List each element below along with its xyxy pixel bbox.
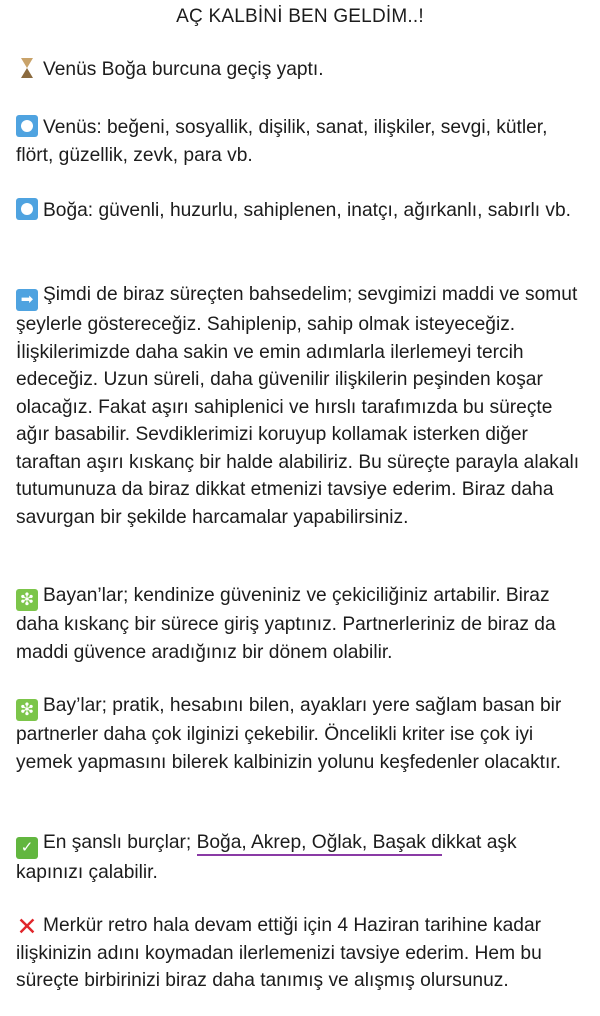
white-circle-icon <box>16 198 38 220</box>
cross-mark-icon: ✕ <box>16 913 38 941</box>
paragraph-venus-meaning <box>16 114 588 169</box>
paragraph-text: Bayan’lar; kendinize güveniniz ve çekiciliğiniz artabilir. Biraz daha kıskanç bir sürece giriş yaptınız. Partnerleriniz de biraz da maddi güvence aradığınız bir dönem olabilir. <box>16 585 556 663</box>
sparkle-icon: ❇ <box>16 699 38 721</box>
paragraph-lucky-signs <box>16 829 588 887</box>
paragraph-text: Venüs: beğeni, sosyallik, dişilik, sanat, ilişkiler, sevgi, kütler, flört, güzellik, zevk, para vb. <box>16 117 548 166</box>
sparkle-icon: ❇ <box>16 589 38 611</box>
paragraph-taurus-meaning <box>16 197 588 225</box>
page-title: AÇ KALBİNİ BEN GELDİM..! <box>176 6 424 27</box>
paragraph-men <box>16 692 588 776</box>
paragraph-text: Merkür retro hala devam ettiği için 4 Haziran tarihine kadar ilişkinizin adını koymadan ilerlemenizi tavsiye ederim. Hem bu süreçte birbirinizi biraz daha tanımış ve alışmış olursunuz. <box>16 915 542 991</box>
paragraph-text: Bay’lar; pratik, hesabını bilen, ayakları yere sağlam basan bir partnerler daha çok ilginizi çekebilir. Öncelikli kriter ise çok iyi yemek yapmasını bilerek kalbinizin yolunu keşfedenler olacaktır. <box>16 695 562 773</box>
right-arrow-icon: ➡ <box>16 289 38 311</box>
paragraph-women <box>16 582 588 666</box>
paragraph-text: Şimdi de biraz süreçten bahsedelim; sevgimizi maddi ve somut şeylerle göstereceğiz. Sahiplenip, sahip olmak isteyeceğiz. İlişkilerimizde daha sakin ve emin adımlarla ilerlemeyi tercih edeceğiz. Uzun süreli, daha güvenilir ilişkilerin peşinden koşar olacağız. Fakat aşırı sahiplenici ve hırslı tarafımızda bu süreçte ağır basabilir. Sevdiklerimizi koruyup kollamak isterken diğer taraftan aşırı kıskanç bir halde alabiliriz. Bu süreçte parayla alakalı tutumunuza da biraz dikkat etmenizi tavsiye ederim. Biraz daha savurgan bir şekilde harcamalar yapabilirsiniz. <box>16 284 580 528</box>
paragraph-process <box>16 281 588 531</box>
paragraph-text-end: ikkat aşk kapınızı çalabilir. <box>16 832 517 883</box>
white-circle-icon <box>16 115 38 137</box>
paragraph-mercury-retro <box>16 912 588 995</box>
paragraph-venus-transit <box>16 56 588 84</box>
paragraph-text: Boğa: güvenli, huzurlu, sahiplenen, inatçı, ağırkanlı, sabırlı vb. <box>43 200 571 221</box>
paragraph-text-start: En şanslı burçlar; <box>43 832 197 853</box>
hourglass-icon <box>16 57 38 79</box>
paragraph-text: Venüs Boğa burcuna geçiş yaptı. <box>43 59 324 80</box>
highlighted-signs: Boğa, Akrep, Oğlak, Başak d <box>197 832 442 856</box>
check-mark-icon: ✓ <box>16 837 38 859</box>
